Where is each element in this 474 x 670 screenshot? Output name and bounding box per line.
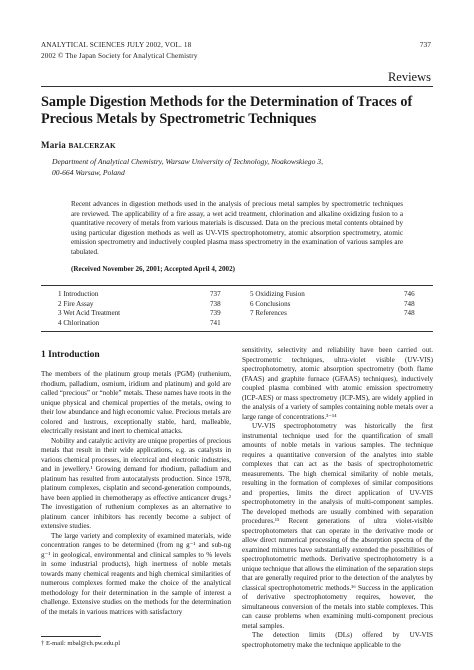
author-name (41, 140, 116, 150)
author-last-name: BALCERZAK (68, 142, 116, 150)
toc-item[interactable]: 2 Fire Assay 738 (58, 299, 221, 308)
toc-top-rule (41, 285, 433, 286)
journal-line-2: 2002 © The Japan Society for Analytical Chemistry (41, 52, 198, 60)
received-dates: (Received November 26, 2001; Accepted April 4, 2002) (71, 265, 235, 273)
paragraph: The detection limits (DLs) offered by UV-VIS spectrophotometry make the technique applicable to the (242, 631, 433, 649)
header-rule (41, 86, 433, 87)
left-column (41, 370, 231, 617)
section-heading: 1 Introduction (41, 350, 100, 360)
journal-line-1: ANALYTICAL SCIENCES JULY 2002, VOL. 18 (41, 41, 192, 49)
toc-item[interactable]: 4 Chlorination 741 (58, 318, 221, 327)
toc-item[interactable]: 6 Conclusions 748 (250, 299, 415, 308)
footnote-email[interactable]: † E-mail: mbal@ch.pw.edu.pl (41, 640, 121, 647)
footnote-rule (41, 636, 101, 637)
toc-item[interactable]: 5 Oxidizing Fusion 746 (250, 290, 415, 298)
toc-left (58, 290, 238, 328)
paragraph: sensitivity, selectivity and reliability have been carried out. Spectrometric techniques, ultra-violet visible (UV-VIS) spectrophotometry, atomic absorption spectrometry (both flame (FAAS) and graphite furnace (GFAAS) techniques), inductively coupled plasma combined with atomic emission spectrometry (ICP-AES) or mass spectrometry (ICP-MS), are widely applied in the analysis of a variety of samples containing noble metals over a large range of concentrations.³⁻¹⁴ (242, 346, 433, 421)
toc-bottom-rule (41, 331, 433, 332)
affiliation-line-1: Department of Analytical Chemistry, Warsaw University of Technology, Noakowskiego 3, (52, 157, 323, 166)
abstract: Recent advances in digestion methods used in the analysis of precious metal samples by spectrometric techniques are reviewed. The applicability of a fire assay, a wet acid treatment, chlorination and alkaline oxidizing fusion to a quantitative recovery of metals from various materials is discussed. Data on the precious metal contents obtained by using particular digestion methods as well as UV-VIS spectrophotometry, atomic absorption spectrometry, atomic emission spectrometry and inductively coupled plasma mass spectrometry in the examination of various samples are tabulated. (71, 200, 403, 256)
toc-item[interactable]: 7 References 748 (250, 309, 415, 317)
affiliation (52, 157, 323, 178)
toc-item[interactable]: 1 Introduction 737 (58, 290, 221, 298)
section-label: Reviews (387, 70, 431, 84)
paragraph: Nobility and catalytic activity are unique properties of precious metals that result in their wide applications, e.g. as catalysts in various chemical processes, in electrical and electronic industries, and in jewellery.¹ Growing demand for rhodium, palladium and platinum has resulted from autocatalysts production. Since 1978, platinum complexes, cisplatin and second-generation compounds, have been applied in chemotherapy as effective anticancer drugs.² The investigation of ruthenium complexes as an alternative to platinum cancer inhibitors has recently become a subject of extensive studies. (41, 436, 231, 530)
toc-right (250, 290, 430, 319)
paragraph: The large variety and complexity of examined materials, wide concentration ranges to be determined (from ng g⁻¹ and sub-ng g⁻¹ in geological, environmental and clinical samples to % levels in some industrial products), high inertness of noble metals towards many chemical reagents and high chemical similarities of numerous complexes formed make the choice of the analytical methodology for their determination in the sample of interest a challenge. Extensive studies on the methods for the determination of the metals in various matrices with satisfactory (41, 531, 231, 616)
journal-header (41, 40, 198, 62)
article-title: Sample Digestion Methods for the Determination of Traces of Precious Metals by Spectrometric Techniques (41, 94, 413, 127)
affiliation-line-2: 00-664 Warsaw, Poland (52, 167, 125, 177)
toc-item[interactable]: 3 Wet Acid Treatment 739 (58, 309, 221, 317)
author-first-name: Maria (41, 140, 69, 150)
page-number: 737 (419, 40, 431, 49)
right-column (242, 346, 433, 650)
paragraph: The members of the platinum group metals (PGM) (ruthenium, rhodium, palladium, osmium, iridium and platinum) and gold are called “precious” or “noble” metals. These names have roots in the unique physical and chemical properties of the metals, owing to their low abundance and high economic value. Precious metals are colored and lustrous, exceptionally stable, hard, malleable, electrically resistant and inert to chemical attacks. (41, 370, 231, 435)
paragraph: UV-VIS spectrophotometry was historically the first instrumental technique used for the quantification of small amounts of noble metals in various samples. The technique requires a quantitative conversion of the analytes into stable complexes that can act as the basis of spectrophotometric measurements. The high chemical similarity of noble metals, resulting in the formation of complexes of similar compositions and properties, limits the direct application of UV-VIS spectrophotometry in the analysis of multi-component samples. The developed methods are usually combined with separation procedures.¹⁵ Recent generations of ultra violet-visible spectrophotometers that can operate in the derivative mode or allow direct numerical processing of the absorption spectra of the examined mixtures have substantially extended the possibilities of spectrophotometric methods. Derivative spectrophotometry is a unique technique that allows the elimination of the separation steps that are generally required prior to the detection of the analytes by classical spectrophotometric methods.¹⁶ Success in the application of derivative spectrophotometry requires, however, the simultaneous conversion of the metals into stable complexes. This can cause problems when examining multi-component precious metal samples. (242, 422, 433, 630)
